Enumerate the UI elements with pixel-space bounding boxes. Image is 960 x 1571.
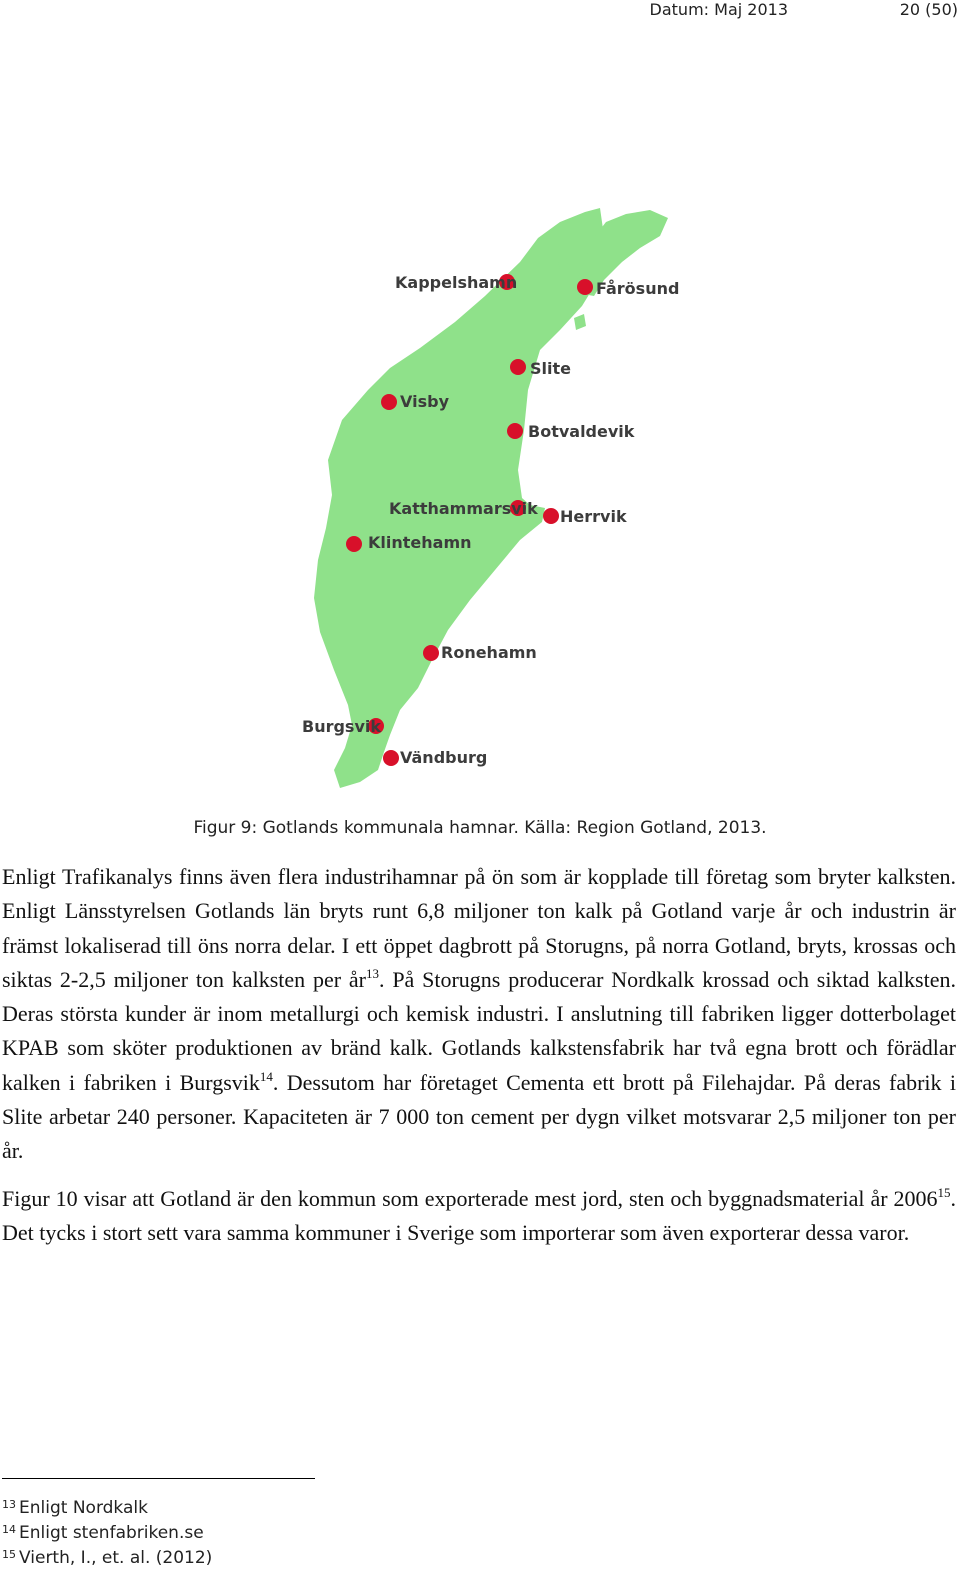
- footnote-text: Vierth, I., et. al. (2012): [19, 1548, 213, 1568]
- port-label: Burgsvik: [302, 717, 382, 736]
- port-katthammarsvik: [389, 499, 538, 518]
- footnote-divider: [2, 1478, 315, 1479]
- footnote-item: [2, 1517, 212, 1542]
- header-page-number: 20 (50): [899, 0, 958, 19]
- port-burgsvik: [302, 717, 384, 736]
- port-kappelshamn: [395, 273, 517, 292]
- port-marker: [423, 645, 439, 661]
- footnote-item: [2, 1492, 212, 1517]
- gotland-map: [0, 195, 960, 795]
- port-label: Botvaldevik: [528, 422, 635, 441]
- port-marker: [381, 394, 397, 410]
- paragraph-text: . På Storugns producerar Nordkalk krossad och siktad kalksten. Deras största kunder är inom metallurgi och kemisk industri. I anslutning till fabriken ligger dotterbolaget KPAB som sköter produktionen av bränd kalk. Gotlands kalkstensfabrik har två egna brott och förädlar kalken i fabriken i Burgsvik: [2, 966, 956, 1095]
- port-marker: [383, 750, 399, 766]
- paragraph-text: Figur 10 visar att Gotland är den kommun som exporterade mest jord, sten och byggnadsmaterial år 2006: [2, 1186, 938, 1211]
- port-label: Kappelshamn: [395, 273, 518, 292]
- footnotes: [2, 1492, 212, 1567]
- footnote-text: Enligt stenfabriken.se: [19, 1523, 204, 1543]
- footnote-item: [2, 1542, 212, 1567]
- port-label: Klintehamn: [368, 533, 472, 552]
- gotland-map-figure: [0, 195, 960, 795]
- paragraph-text: . Dessutom har företaget Cementa ett brott på Filehajdar. På deras fabrik i Slite arbetar 240 personer. Kapaciteten är 7 000 ton cement per dygn vilket motsvarar 2,5 miljoner ton per år.: [2, 1069, 957, 1164]
- port-label: Ronehamn: [441, 643, 537, 662]
- islet-shape: [574, 314, 586, 330]
- port-label: Visby: [400, 392, 449, 411]
- port-vandburg: [383, 748, 487, 767]
- footnote-ref-15[interactable]: 15: [937, 1185, 951, 1200]
- footnote-number: 15: [2, 1548, 16, 1561]
- footnote-ref-13[interactable]: 13: [366, 965, 379, 981]
- gotland-island-shape: [314, 208, 606, 788]
- port-marker: [510, 359, 526, 375]
- figure-caption: Figur 9: Gotlands kommunala hamnar. Källa: Region Gotland, 2013.: [193, 818, 767, 838]
- port-label: Vändburg: [400, 748, 488, 767]
- paragraph-text: . Det tycks i stort sett vara samma kommuner i Sverige som importerar som även exporterar dessa varor.: [2, 1186, 956, 1246]
- footnote-ref-14[interactable]: 14: [259, 1068, 273, 1084]
- port-herrvik: [543, 507, 627, 526]
- footnote-text: Enligt Nordkalk: [19, 1498, 148, 1518]
- port-label: Herrvik: [560, 507, 627, 526]
- paragraph-text: Enligt Trafikanalys finns även flera industrihamnar på ön som är kopplade till företag som bryter kalksten. Enligt Länsstyrelsen Gotlands län bryts runt 6,8 miljoner ton kalk på Gotland varje år och industrin är främst lokaliserad till öns norra delar. I ett öppet dagbrott på Storugns, på norra Gotland, bryts, krossas och siktas 2-2,5 miljoner ton kalksten per år: [2, 864, 956, 992]
- port-marker: [543, 508, 559, 524]
- port-visby: [381, 392, 450, 411]
- port-label: Slite: [530, 359, 571, 378]
- body-paragraph-1: [2, 860, 956, 1169]
- port-marker: [507, 423, 523, 439]
- port-ronehamn: [423, 643, 537, 662]
- port-marker: [346, 536, 362, 552]
- header-date: Datum: Maj 2013: [649, 0, 788, 19]
- footnote-number: 13: [2, 1498, 16, 1511]
- footnote-number: 14: [2, 1523, 16, 1536]
- port-marker: [577, 279, 593, 295]
- port-botvaldevik: [507, 422, 635, 441]
- port-label: Katthammarsvik: [389, 499, 538, 518]
- body-paragraph-2: [2, 1182, 956, 1251]
- port-label: Fårösund: [596, 279, 680, 298]
